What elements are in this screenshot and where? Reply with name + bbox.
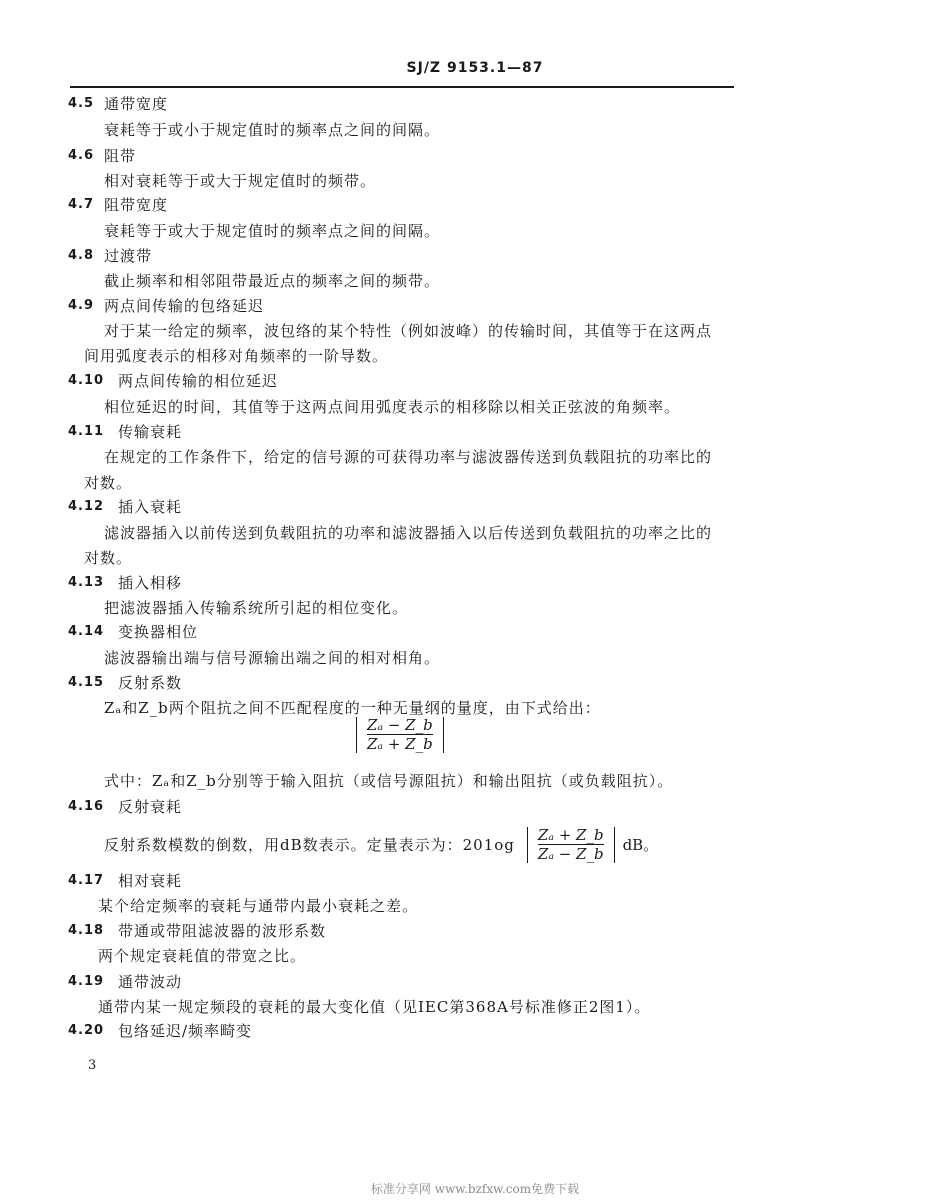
section-number: 4.10	[68, 373, 105, 388]
abs-bar-right	[443, 717, 444, 753]
section-title: 两点间传输的相位延迟	[118, 372, 279, 390]
fraction-numerator: Zₐ + Z_b	[537, 826, 604, 844]
section-number: 4.15	[68, 675, 105, 690]
section-text: 衰耗等于或小于规定值时的频率点之间的间隔。	[104, 121, 441, 139]
fraction-denominator: Zₐ + Z_b	[367, 735, 433, 753]
section-text: 对数。	[84, 474, 133, 492]
section-number: 4.17	[68, 873, 105, 888]
section-number: 4.13	[68, 575, 105, 590]
fraction	[357, 716, 443, 753]
section-title: 包络延迟/频率畸变	[118, 1022, 253, 1040]
section-text: 滤波器插入以前传送到负载阻抗的功率和滤波器插入以后传送到负载阻抗的功率之比的	[104, 524, 713, 542]
section-text: 相对衰耗等于或大于规定值时的频带。	[104, 172, 377, 190]
section-number: 4.8	[68, 248, 95, 263]
section-text: 对数。	[84, 549, 133, 567]
section-title: 变换器相位	[118, 623, 199, 641]
document-code: SJ/Z 9153.1—87	[406, 60, 544, 76]
section-text: 衰耗等于或大于规定值时的频率点之间的间隔。	[104, 222, 441, 240]
fraction-numerator: Zₐ − Z_b	[367, 716, 433, 734]
section-text: 通带内某一规定频段的衰耗的最大变化值（见IEC第368A号标准修正2图1）。	[98, 998, 651, 1016]
section-title: 反射衰耗	[118, 798, 183, 816]
section-title: 过渡带	[104, 247, 153, 265]
section-text: 在规定的工作条件下，给定的信号源的可获得功率与滤波器传送到负载阻抗的功率比的	[104, 448, 713, 466]
section-number: 4.14	[68, 624, 105, 639]
section-text: 截止频率和相邻阻带最近点的频率之间的频带。	[104, 272, 441, 290]
section-title: 反射系数	[118, 674, 183, 692]
section-title: 阻带	[104, 147, 137, 165]
section-text: 反射系数模数的倒数，用dB数表示。定量表示为：201og	[104, 836, 515, 854]
section-title: 插入相移	[118, 574, 183, 592]
section-title: 两点间传输的包络延迟	[104, 297, 265, 315]
reflection-coefficient-formula	[356, 716, 444, 753]
section-title: 相对衰耗	[118, 872, 183, 890]
section-title: 传输衰耗	[118, 423, 183, 441]
page-number: 3	[88, 1058, 97, 1073]
section-number: 4.6	[68, 148, 95, 163]
section-text: Zₐ和Z_b两个阻抗之间不匹配程度的一种无量纲的量度，由下式给出：	[104, 699, 601, 717]
section-number: 4.11	[68, 424, 105, 439]
section-number: 4.5	[68, 96, 95, 111]
section-number: 4.12	[68, 499, 105, 514]
fraction-denominator: Zₐ − Z_b	[537, 845, 604, 863]
section-title: 通带波动	[118, 973, 183, 991]
section-text: 滤波器输出端与信号源输出端之间的相对相角。	[104, 649, 441, 667]
section-text: 把滤波器插入传输系统所引起的相位变化。	[104, 599, 409, 617]
fraction	[528, 826, 614, 863]
section-text: 式中：Zₐ和Z_b分别等于输入阻抗（或信号源阻抗）和输出阻抗（或负载阻抗）。	[104, 772, 674, 790]
header-rule	[70, 86, 734, 88]
return-loss-line	[104, 826, 658, 863]
section-title: 带通或带阻滤波器的波形系数	[118, 922, 327, 940]
section-text: dB。	[622, 836, 659, 854]
section-number: 4.16	[68, 799, 105, 814]
section-number: 4.18	[68, 923, 105, 938]
section-text: 两个规定衰耗值的带宽之比。	[98, 947, 307, 965]
section-number: 4.19	[68, 974, 105, 989]
section-title: 通带宽度	[104, 95, 169, 113]
section-number: 4.7	[68, 197, 95, 212]
section-number: 4.9	[68, 298, 95, 313]
section-text: 对于某一给定的频率，波包络的某个特性（例如波峰）的传输时间，其值等于在这两点	[104, 322, 713, 340]
abs-bar-right	[614, 827, 615, 863]
section-text: 相位延迟的时间，其值等于这两点间用弧度表示的相移除以相关正弦波的角频率。	[104, 398, 681, 416]
section-text: 间用弧度表示的相移对角频率的一阶导数。	[84, 347, 389, 365]
section-title: 阻带宽度	[104, 196, 169, 214]
section-number: 4.20	[68, 1023, 105, 1038]
section-text: 某个给定频率的衰耗与通带内最小衰耗之差。	[98, 897, 419, 915]
section-title: 插入衰耗	[118, 498, 183, 516]
footer-watermark: 标准分享网 www.bzfxw.com免费下载	[370, 1182, 580, 1196]
